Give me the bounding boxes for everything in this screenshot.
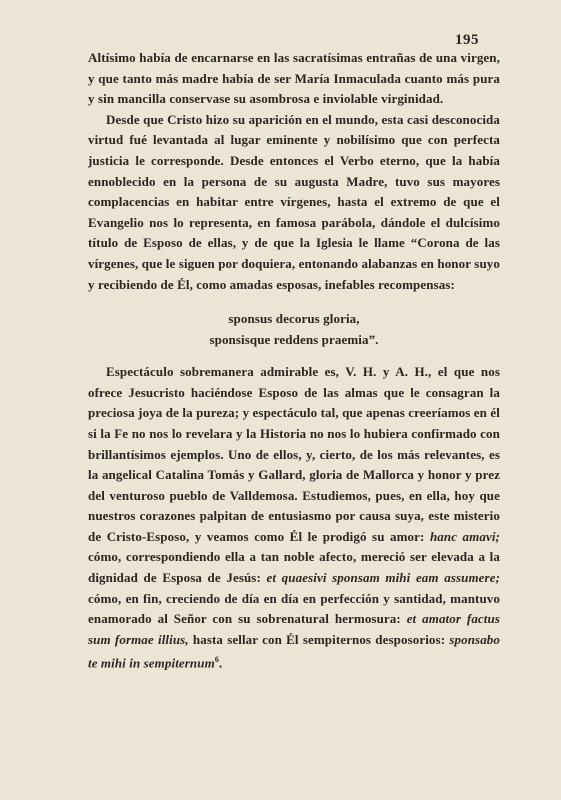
paragraph-continuation: Altísimo había de encarnarse en las sacratísimas entrañas de una virgen, y que tanto más madre había de ser María Inmaculada cuanto más pura y sin mancilla conservase su asombrosa e inviolable virginidad. bbox=[88, 50, 500, 107]
latin-phrase: et quaesivi sponsam mihi eam assumere; bbox=[266, 570, 501, 586]
quote-line-2: sponsisque reddens praemia”. bbox=[209, 332, 379, 348]
text-run: hasta sellar con Él sempiternos desposorios: bbox=[188, 631, 450, 647]
text-run: . bbox=[218, 655, 223, 671]
paragraph bbox=[88, 362, 500, 674]
latin-quote bbox=[88, 308, 500, 350]
latin-phrase: hanc amavi; bbox=[429, 528, 500, 544]
page-number: 195 bbox=[455, 32, 479, 48]
text-run: cómo, en fin, creciendo de día en día en perfección y santidad, mantuvo enamorado al Señor con su sobrenatural hermosura: bbox=[88, 590, 500, 627]
footnote-reference: 6 bbox=[214, 655, 219, 665]
paragraph: Desde que Cristo hizo su aparición en el mundo, esta casi desconocida virtud fué levantada al lugar eminente y nobilísimo que con perfecta justicia le corresponde. Desde entonces el Verbo eterno, que la había ennoblecido en la persona de su augusta Madre, tuvo sus mayores complacencias en habitar entre vírgenes, hasta el extremo de que el Evangelio nos lo representa, en famosa parábola, dándole el dulcísimo título de Esposo de ellas, y de que la Iglesia le llame “Corona de las vírgenes, que le siguen por doquiera, entonando alabanzas en honor suyo y recibiendo de Él, como amadas esposas, inefables recompensas: bbox=[88, 111, 500, 292]
text-run: Espectáculo sobremanera admirable es, V. H. y A. H., el que nos ofrece Jesucristo haciéndose Esposo de las almas que le consagran la preciosa joya de la pureza; y espectáculo tal, que apenas creeríamos en él si la Fe no nos lo revelara y la Historia no nos lo hubiera confirmado con brillantísimos ejemplos. Uno de ellos, y, cierto, de los más relevantes, es la angelical Catalina Tomás y Gallard, gloria de Mallorca y honor y prez del venturoso pueblo de Valldemosa. Estudiemos, pues, en ella, hoy que nuestros corazones palpitan de entusiasmo por causa suya, este misterio de Cristo-Esposo, y veamos como Él le prodigó su amor: bbox=[88, 364, 500, 544]
page-body bbox=[88, 48, 500, 674]
latin-phrase: sponsabo te mihi in sempiternum bbox=[88, 631, 500, 671]
latin-phrase: et amator factus sum formae illius, bbox=[88, 611, 501, 647]
quote-line-1: sponsus decorus gloria, bbox=[228, 311, 360, 327]
text-run: cómo, correspondiendo ella a tan noble afecto, mereció ser elevada a la dignidad de Esposa de Jesús: bbox=[88, 549, 500, 586]
